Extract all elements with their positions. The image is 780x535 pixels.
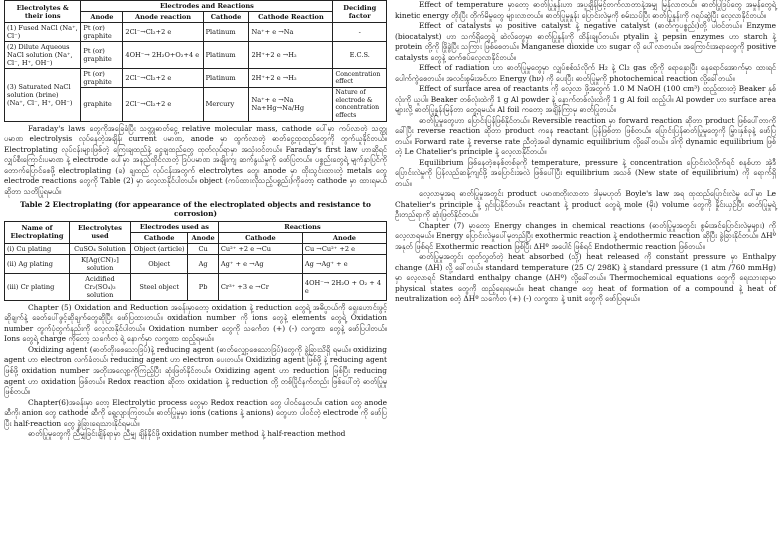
header-anode: Anode [188,232,219,243]
table-cell: Nature of electrode & concentration effects [333,88,387,121]
paragraph: Chapter(6)အခန်းမှာ တော့ Electrolytic process တွေမှာ Redox reaction တွေ ပါဝင်နေတယ်။ cation တွေ anode ဆီကို၊ anion တွေ cathode ဆီကို ရွေ့လျားကြတယ်။ ဓာတ်ပြုမှုမှာ ions (cations နဲ့ anions) တွေဟာ ပါဝင်တဲ့ electrode ကို ဖော်ပြပြီး half-reaction တွေ ခွဲခြားရေးသားနိုင်ရမယ်။ [4,397,387,428]
header-anode: Anode [81,12,123,23]
table-cell: Ag [188,254,219,273]
header-anode-reaction: Anode reaction [123,12,203,23]
table-cell: 2H⁺+2 e →H₂ [249,42,333,69]
right-column [395,0,776,305]
table-row [5,273,387,300]
table-cell: Ag⁺ + e →Ag [218,254,302,273]
paragraph: Equilibrium ဖြစ်နေတဲ့စနစ်တစ်ခုကို temperature, pressure နဲ့ concentration ပြောင်းလဲလိုက်ရင် စနစ်ဟာ အဲ့ဒီပြောင်းလဲမှုကို ပြန်လည်ဆန့်ကျင်ဖို့ အပြောင်းအလဲ ဖြစ်ပေါ်ပြီး equilibrium အသစ် (New state of equilibrium) ကို ရောက်ရှိတယ်။ [395,157,776,188]
header-electrodes-used: Electrodes used as [131,221,219,232]
header-cathode-rx: Cathode [218,232,302,243]
table-cell: graphite [81,88,123,121]
table-cell: Pb [188,273,219,300]
table-cell: K[Ag(CN)₂] solution [69,254,130,273]
header-name: Name of Electroplating [5,221,70,243]
header-reactions: Reactions [218,221,386,232]
table-cell: (i) Cu plating [5,243,70,254]
table-cell: Acidified Cr₂(SO₄)₃ solution [69,273,130,300]
table-cell: 4OH⁻→ 2H₂O+O₂+4 e [123,42,203,69]
table-cell: (1) Fused NaCl (Na⁺, Cl⁻) [5,23,81,42]
paragraph: ဓာတ်ပြုမှုအတွင်း ထုတ်လွှတ်တဲ့ heat absorbed (သို့) heat released ကို constant pressure မှာ Enthalpy change (ΔH) လို့ ခေါ်တယ်။ standard temperature (25 C/ 298K) နဲ့ standard pressure (1 atm /760 mmHg) မှာ လေ့လာရင် Standard enthalpy change (ΔHº) လို့ခေါ်တယ်။ Thermochemical equations တွေကို ရေးသားရာမှာ physical states တွေကို ထည့်ရေးရမယ်။ heat change တွေ heat of formation of a compound နဲ့ heat of neutralization စတဲ့ ΔHº သင်္ကေတ (+) (-) လက္ခဏာ နဲ့ unit တွေကို ဖော်ပြရမယ်။ [395,252,776,304]
paragraph: Effect of surface area of reactants ကို လေ့လာ ဖို့အတွက် 1.0 M NaOH (100 cm³) ထည့်ထားတဲ့ Beaker နှစ်လုံးကို ယူပါ။ Beaker တစ်လုံးထဲကို 1 g Al powder နဲ့ နောက်တစ်လုံးထဲကို 1 g Al foil ထည့်ပါ။ Al powder ဟာ surface area များလို့ ဓာတ်ပြုနှုန်းမြန်တာ တွေ့ရမယ်။ Al foil ကတော့ အချိန်ကြာမှ ဓာတ်ပြုတယ်။ [395,84,776,115]
table-cell: Platinum [203,69,249,88]
header-electrolytes: Electrolytes & their ions [5,1,81,23]
paragraph: Oxidizing agent (ဓာတ်တိုးစေသောဒြပ်)နဲ့ reducing agent (ဓာတ်လျှော့စေသောဒြပ်)တွေကို ခွဲခြားသိရှိ ရမယ်။ oxidizing agent ဟာ electron လက်ခံတယ်၊ reducing agent ဟာ electron ပေးတယ်။ Oxidizing agent ဖြစ်ဖို့ နဲ့ reducing agent ဖြစ်ဖို့ oxidation number အတိုးအလျော့ကိုကြည့်ပြီး ဆုံးဖြတ်နိုင်တယ်။ Oxidizing agent ဟာ reduction ဖြစ်ပြီး reducing agent ဟာ oxidation ဖြစ်တယ်။ Redox reaction ဆိုတာ oxidation နဲ့ reduction တို့ တစ်ပြိုင်နက်တည်း ဖြစ်ပေါ်တဲ့ ဓာတ်ပြုမှုဖြစ်တယ်။ [4,344,387,397]
table-cell: E.C.S. [333,42,387,69]
table-row [5,69,387,88]
table-row [5,254,387,273]
table-cell: 2H⁺+2 e →H₂ [249,69,333,88]
header-electrolytes-used: Electrolytes used [69,221,130,243]
header-anode-rx: Anode [302,232,386,243]
table-cell: Na⁺+ e →Na Na+Hg→Na/Hg [249,88,333,121]
table-cell: Pt (or) graphite [81,69,123,88]
header-deciding-factor: Deciding factor [333,1,387,23]
table-cell: Platinum [203,23,249,42]
electroplating-table [4,221,387,301]
header-cathode-reaction: Cathode Reaction [249,12,333,23]
paragraph: ဓာတ်ပြုမှုတွေကို ညီမျှခြင်းချိန်ရာမှာ ညီမျှ ချိန်နိုင်ဖို့ oxidation number method နဲ့ half-reaction method [28,429,346,439]
table-cell: Object (article) [131,243,188,254]
table-row [5,23,387,42]
paragraph: Chapter (5) Oxidation and Reduction အခန်းမှာတော့ oxidation နဲ့ reduction တွေရဲ့ အဓိပ္ပာယ်ကို ရှေးဟောင်းဖွင့်ဆိုချက်နဲ့ ခေတ်ပေါ်ဖွင့်ဆိုချက်တွေဆိုပြီး ဖော်ပြထားတယ်။ oxidation number ကို ions တွေနဲ့ elements တွေရဲ့ Oxidation number တွက်ပုံတွက်နည်းကို လေ့လာနိုင်ပါတယ်။ Oxidation number တွေကို သင်္ကေတ (+) (-) လက္ခဏာ တွေနဲ့ ဖော်ပြပါတယ်။ Ions တွေရဲ့ charge ကိုတော့ သင်္ကေတ ရဲ့ နောက်မှာ လက္ခဏာ ထည့်ရမယ်။ [4,302,387,344]
table-cell: (2) Dilute Aqueous NaCl solution (Na⁺, Cl⁻, H⁺, OH⁻) [5,42,81,69]
table-cell: - [333,23,387,42]
paragraph: Chapter (7) မှာတော့ Energy changes in chemical reactions (ဓာတ်ပြုမှုအတွင်း စွမ်းအင်ပြောင်းလဲမှုများ) ကိုလေ့လာရမယ်။ Energy ပြောင်းလဲမှုပေါ်မူတည်ပြီး exothermic reaction နဲ့ endothermic reaction ဆိုပြီး ခွဲခြားနိုင်တယ်။ ΔHº အနုတ် ဖြစ်ရင် Exothermic reaction ဖြစ်ပြီး ΔHº အပေါင် ဖြစ်ရင် Endothermic reaction ဖြစ်တယ်။ [395,220,776,251]
table-cell: Cu →Cu²⁺ +2 e [302,243,386,254]
table-cell: Object [131,254,188,273]
table-cell: Cr³⁺ +3 e →Cr [218,273,302,300]
paragraph: Effect of radiation ဟာ ဓာတ်ပြုမှုတွေမှာ လျှပ်စစ်သံလိုက် H₂ နဲ့ Cl₂ gas တို့ကို ရောနှောပြီး နေရောင်အောက်မှာ ထားရင် ပေါက်ကွဲစေတယ်။ အလင်းစွမ်းအင်ဟာ Energy (hν) ကို ပေးပြီး ဓာတ်ပြုမှုကို photochemical reaction လို့ခေါ်တယ်။ [395,63,776,83]
table-row [5,42,387,69]
table-cell: (3) Saturated NaCl solution (brine) (Na⁺, Cl⁻, H⁺, OH⁻) [5,69,81,121]
table-cell: Cu²⁺ +2 e →Cu [218,243,302,254]
table-row [5,243,387,254]
header-cathode: Cathode [203,12,249,23]
table-cell: Ag →Ag⁺ + e [302,254,386,273]
table-cell: (ii) Ag plating [5,254,70,273]
table-cell: 2Cl⁻→Cl₂+2 e [123,88,203,121]
table-cell: Mercury [203,88,249,121]
header-electrodes-reactions: Electrodes and Reactions [81,1,333,12]
electrolysis-table [4,0,387,122]
table-cell: Na⁺+ e →Na [249,23,333,42]
paragraph: Effect of temperature မှာတော့ ဓာတ်ပြုနှုန်းဟာ အပူချိန်မြင့်တက်လာတာနဲ့အမျှ မြန်လာတယ်။ ဓာတ်ပြုဒြပ်တွေ အမှုန်တွေရဲ့ kinetic energy တိုးပြီး တိုက်မိမှုတွေ များလာတယ်။ ဓာတ်ပြုမှုနှုန်း ပြောင်းလဲမှုကို စမ်းသပ်ပြီး ဓာတ်ပြုနှုန်းကို ဂရပ်ဆွဲပြီး လေ့လာနိုင်တယ်။ [395,0,776,20]
left-column [4,0,387,440]
table-cell: 4OH⁻→ 2H₂O + O₂ + 4 e [302,273,386,300]
paragraph: Faraday's laws တွေကိုအခြေခံပြီး သတ္တုဓာတ်ငွေ့ relative molecular mass, cathode ပေါ်မှာ ကပ်လာတဲ့ သတ္တုပမာဏ electrolysis လုပ်နေတဲ့အချိန်၊ current ပမာဏ, anode မှာ ထွက်လာတဲ့ ဓာတ်ငွေ့ထုထည်တွေကို တွက်ယူနိုင်တယ်။ Electroplating လုပ်ငန်းများဖြစ်တဲ့ ကြေးချထည်နဲ့ ငွေချထည်တွေ ထုတ်လုပ်ရာမှာ အသုံးဝင်တယ်။ Faraday's first law ဟာဆိုရင် လျှပ်စီးကြောင်းပမာဏ နဲ့ electrode ပေါ်မှာ အနည်ထိုင်လာတဲ့ ဒြပ်ပမာဏ အချိုးကျ ဆက်နွယ်မှုကို ဖော်ပြတယ်။ ပစ္စည်းတွေရဲ့ မျက်နှာပြင်ကို တောက်ပြောင်စေဖို့ electroplating (ခ) ချထည် လုပ်ငန်းအတွက် electrolytes တွေ၊ anode မှာ ထိုးသွင်းထားတဲ့ metals တွေ electrode reactions တွေကို Table (2) မှာ လေ့လာနိုင်ပါတယ်။ object (ကပ်ထားလိုသည့်ပစ္စည်း)ကိုတော့ cathode မှာ ထားရမယ်ဆိုတာ သတိပြုရမယ်။ [4,123,387,196]
table-cell: Steel object [131,273,188,300]
table-cell: Pt (or) graphite [81,42,123,69]
table-cell: 2Cl⁻→Cl₂+2 e [123,23,203,42]
table-cell: CuSO₄ Solution [69,243,130,254]
table-cell: 2Cl⁻→Cl₂+2 e [123,69,203,88]
table-caption: Table 2 Electroplating (for appearance of the electroplated objects and resistance to corrosion) [20,200,371,219]
paragraph: ဓာတ်ပြုမှုတွေဟာ ပြောင်းပြန်ဖြစ်နိုင်တယ်။ Reversible reaction မှာ forward reaction ဆိုတာ product ဖြစ်ပေါ်တာကိုခေါ်ပြီး reverse reaction ဆိုတာ product ကနေ reactant ပြန်ဖြစ်တာ ဖြစ်တယ်။ ပြောင်းပြန်ဓာတ်ပြုမှုတွေကို မြှားနှစ်ခုနဲ့ ဖော်ပြတယ်။ Forward rate နဲ့ reverse rate ညီတဲ့အခါ dynamic equilibrium လို့ခေါ်တယ်။ ဒါကို dynamic equilibrium ဖြစ်တဲ့ Le Chatelier's principle နဲ့ လေ့လာနိုင်တယ်။ [395,115,776,157]
table-cell: Platinum [203,42,249,69]
table-cell: (iii) Cr plating [5,273,70,300]
table-cell: Pt (or) graphite [81,23,123,42]
paragraph: လေ့လာမှုအရ ဓာတ်ပြုမှုအတွင်း product ပမာဏတိုးလာတာ ဒါမှမဟုတ် Boyle's law အရ ထုထည်ပြောင်းလဲမှု ပေါ်မှာ Le Chatelier's principle နဲ့ ရှင်းပြနိုင်တယ်။ reactant နဲ့ product တွေရဲ့ mole (မိုး) volume တွေကို နှိုင်းယှဉ်ပြီး ဓာတ်ပြုမှုရဲ့ ဦးတည်ရာကို ဆုံးဖြတ်နိုင်တယ်။ [395,189,776,220]
header-cathode: Cathode [131,232,188,243]
table-cell: Cu [188,243,219,254]
paragraph: Effect of catalysts မှာ positive catalyst နဲ့ negative catalyst (ဓာတ်ကူပစ္စည်း)တို့ ပါဝင်တယ်။ Enzyme (biocatalyst) ဟာ သက်ရှိတွေရဲ့ ဆဲလ်တွေမှာ ဓာတ်ပြုနှုန်းကို ထိန်းချုပ်တယ်။ ptyalin နဲ့ pepsin enzymes ဟာ starch နဲ့ protein တို့ကို ဖြိုခွဲပြီး သကြား ဖြစ်စေတယ်။ Manganese dioxide ဟာ sugar လို ပေါ်လာတယ်။ အကြောင်းအရာတွေကို positive catalysts တွေနဲ့ ဆက်စပ်လေ့လာနိုင်တယ်။ [395,21,776,62]
table-cell: Concentration effect [333,69,387,88]
